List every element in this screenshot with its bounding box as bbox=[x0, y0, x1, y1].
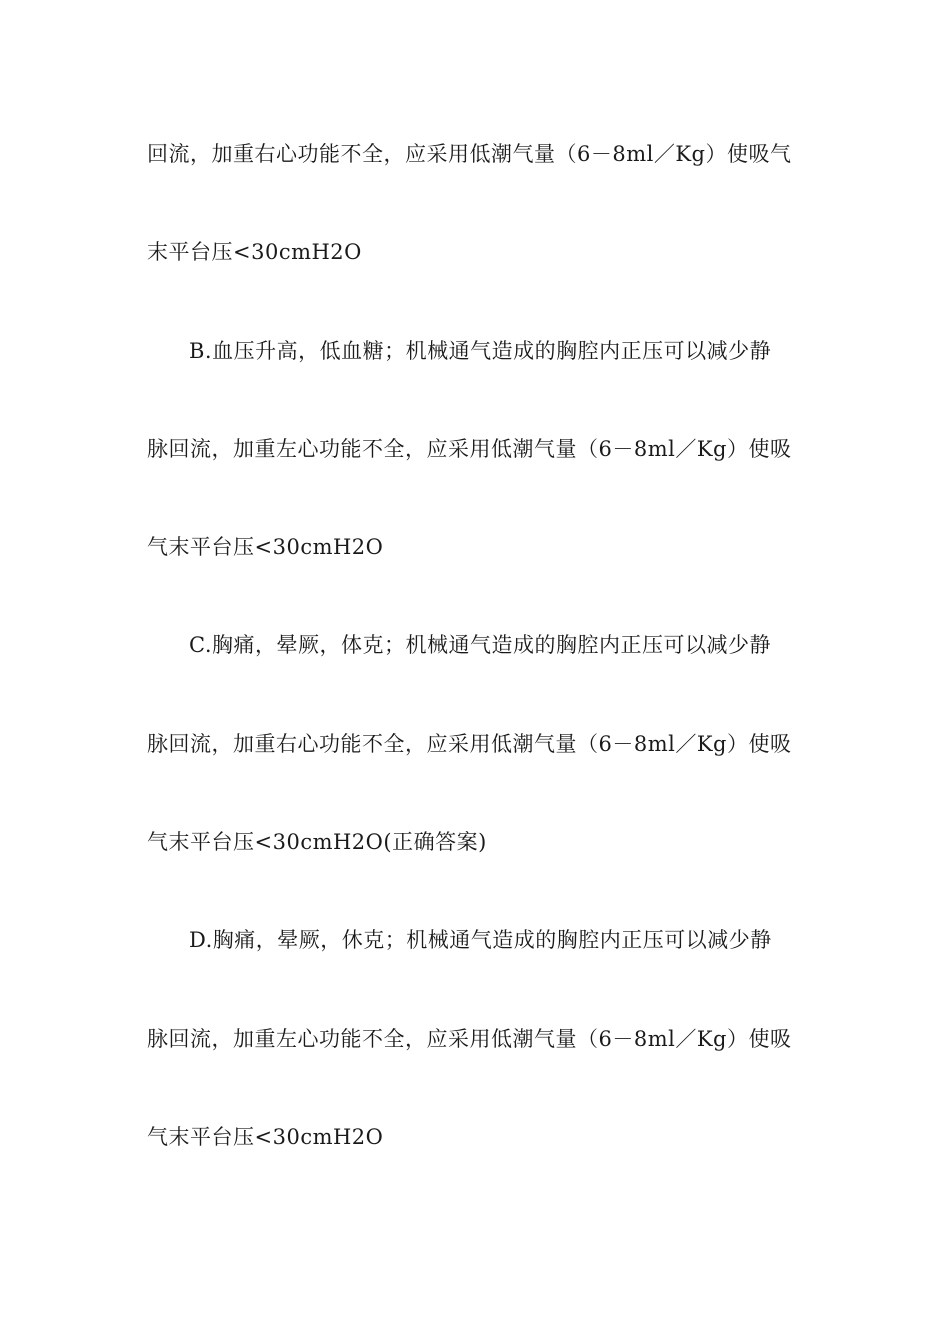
option-c-end-correct: 气末平台压<30cmH2O(正确答案) bbox=[147, 830, 487, 854]
option-c-line: C.胸痛，晕厥，体克；机械通气造成的胸腔内正压可以减少静 bbox=[189, 633, 771, 657]
option-d-line: D.胸痛，晕厥，休克；机械通气造成的胸腔内正压可以减少静 bbox=[189, 928, 772, 952]
option-b-end: 气末平台压<30cmH2O bbox=[147, 535, 384, 559]
option-b-line: B.血压升高，低血糖；机械通气造成的胸腔内正压可以减少静 bbox=[189, 339, 772, 363]
option-d-cont: 脉回流，加重左心功能不全，应采用低潮气量（6－8ml／Kg）使吸 bbox=[147, 1027, 792, 1051]
text-line-option-a-end: 末平台压<30cmH2O bbox=[147, 240, 362, 264]
option-c-cont: 脉回流，加重右心功能不全，应采用低潮气量（6－8ml／Kg）使吸 bbox=[147, 732, 792, 756]
option-d-end: 气末平台压<30cmH2O bbox=[147, 1125, 384, 1149]
option-b-cont: 脉回流，加重左心功能不全，应采用低潮气量（6－8ml／Kg）使吸 bbox=[147, 437, 792, 461]
text-line-option-a-cont: 回流，加重右心功能不全，应采用低潮气量（6－8ml／Kg）使吸气 bbox=[147, 142, 792, 166]
